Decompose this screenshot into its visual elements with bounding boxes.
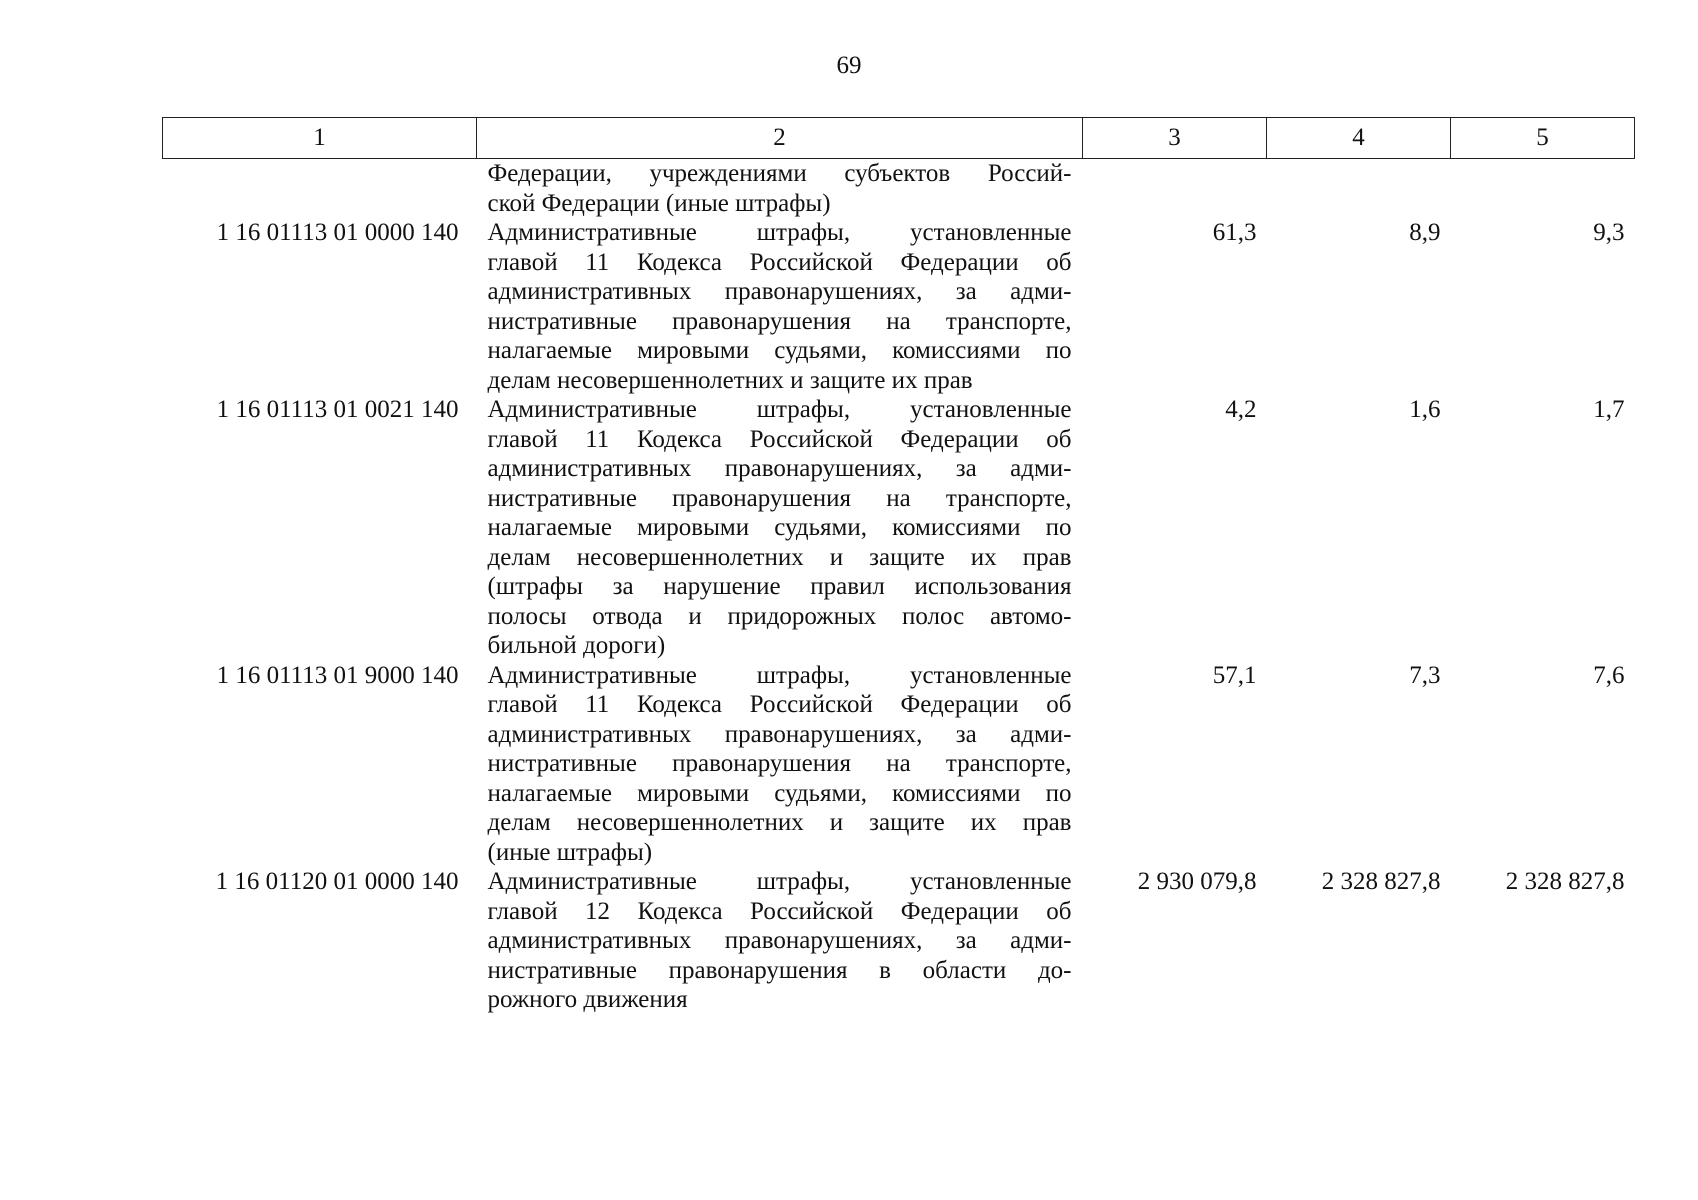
description-line: Административные штрафы, установленные [487,396,1072,423]
amount-col-3: 57,1 [1212,661,1257,689]
table-header [163,118,1635,159]
header-col-5: 5 [1451,118,1635,159]
table-row [163,867,1635,1015]
amount-col-4: 2 328 827,8 [1321,868,1441,895]
description-line: нистративные правонарушения в области до- [487,956,1072,984]
description-line: (иные штрафы) [487,838,653,866]
description-line: административных правонарушениях, за адми- [487,927,1072,954]
table-row [163,661,1635,868]
description-line: бильной дороги) [487,632,666,659]
amount-col-4: 8,9 [1409,219,1441,246]
description-line: рожного движения [487,986,688,1013]
header-col-4: 4 [1267,118,1451,159]
amount-col-3: 4,2 [1225,396,1257,423]
amount-col-3: 2 930 079,8 [1137,868,1257,895]
description-line: главой 11 Кодекса Российской Федерации об [487,248,1072,276]
continuation-col-3 [1083,159,1267,219]
description-line: Административные штрафы, установленные [487,868,1072,895]
revenue-description [477,661,1083,868]
amount-col-4: 7,3 [1409,661,1441,689]
header-col-2: 2 [477,118,1083,159]
amount-col-5: 7,6 [1593,661,1625,689]
description-line: налагаемые мировыми судьями, комиссиями по [487,337,1072,364]
description-line: административных правонарушениях, за адми- [487,455,1072,482]
classification-code: 1 16 01120 01 0000 140 [215,868,459,895]
classification-code: 1 16 01113 01 0000 140 [216,219,459,246]
description-line: ской Федерации (иные штрафы) [487,189,831,217]
description-line: налагаемые мировыми судьями, комиссиями по [487,779,1072,807]
revenue-description [477,395,1083,661]
description-line: главой 12 Кодекса Российской Федерации об [487,897,1072,925]
description-line: нистративные правонарушения на транспорте, [487,750,1072,777]
revenue-description [477,867,1083,1015]
classification-code: 1 16 01113 01 9000 140 [216,661,459,689]
description-line: делам несовершеннолетних и защите их прав [487,366,973,394]
header-col-1: 1 [163,118,477,159]
table-body [163,159,1635,1015]
continuation-col-4 [1267,159,1451,219]
continuation-code-cell [163,159,477,219]
amount-col-5: 2 328 827,8 [1505,868,1625,895]
description-line: делам несовершеннолетних и защите их прав [487,543,1072,571]
header-row [163,118,1635,159]
continuation-row [163,159,1635,219]
amount-col-5: 9,3 [1593,219,1625,246]
description-line: (штрафы за нарушение правил использования [487,573,1072,600]
description-line: главой 11 Кодекса Российской Федерации об [487,691,1072,718]
amount-col-4: 1,6 [1409,396,1441,423]
description-line: полосы отвода и придорожных полос автомо- [487,602,1072,630]
revenue-description [477,218,1083,395]
description-line: главой 11 Кодекса Российской Федерации об [487,425,1072,453]
description-line: Административные штрафы, установленные [487,219,1072,246]
continuation-col-5 [1451,159,1635,219]
continuation-description [477,159,1083,219]
description-line: Административные штрафы, установленные [487,661,1072,689]
description-line: нистративные правонарушения на транспорте, [487,307,1072,335]
description-line: налагаемые мировыми судьями, комиссиями по [487,514,1072,541]
page-number: 69 [836,52,862,79]
table-row [163,395,1635,661]
description-line: делам несовершеннолетних и защите их прав [487,809,1072,836]
table-row [163,218,1635,395]
amount-col-5: 1,7 [1593,396,1625,423]
description-line: Федерации, учреждениями субъектов Россий- [487,160,1072,187]
description-line: административных правонарушениях, за адми- [487,720,1072,748]
header-col-3: 3 [1083,118,1267,159]
description-line: нистративные правонарушения на транспорте, [487,484,1072,512]
classification-code: 1 16 01113 01 0021 140 [216,396,459,423]
description-line: административных правонарушениях, за адми- [487,278,1072,305]
amount-col-3: 61,3 [1212,219,1257,246]
budget-table [162,117,1635,1015]
